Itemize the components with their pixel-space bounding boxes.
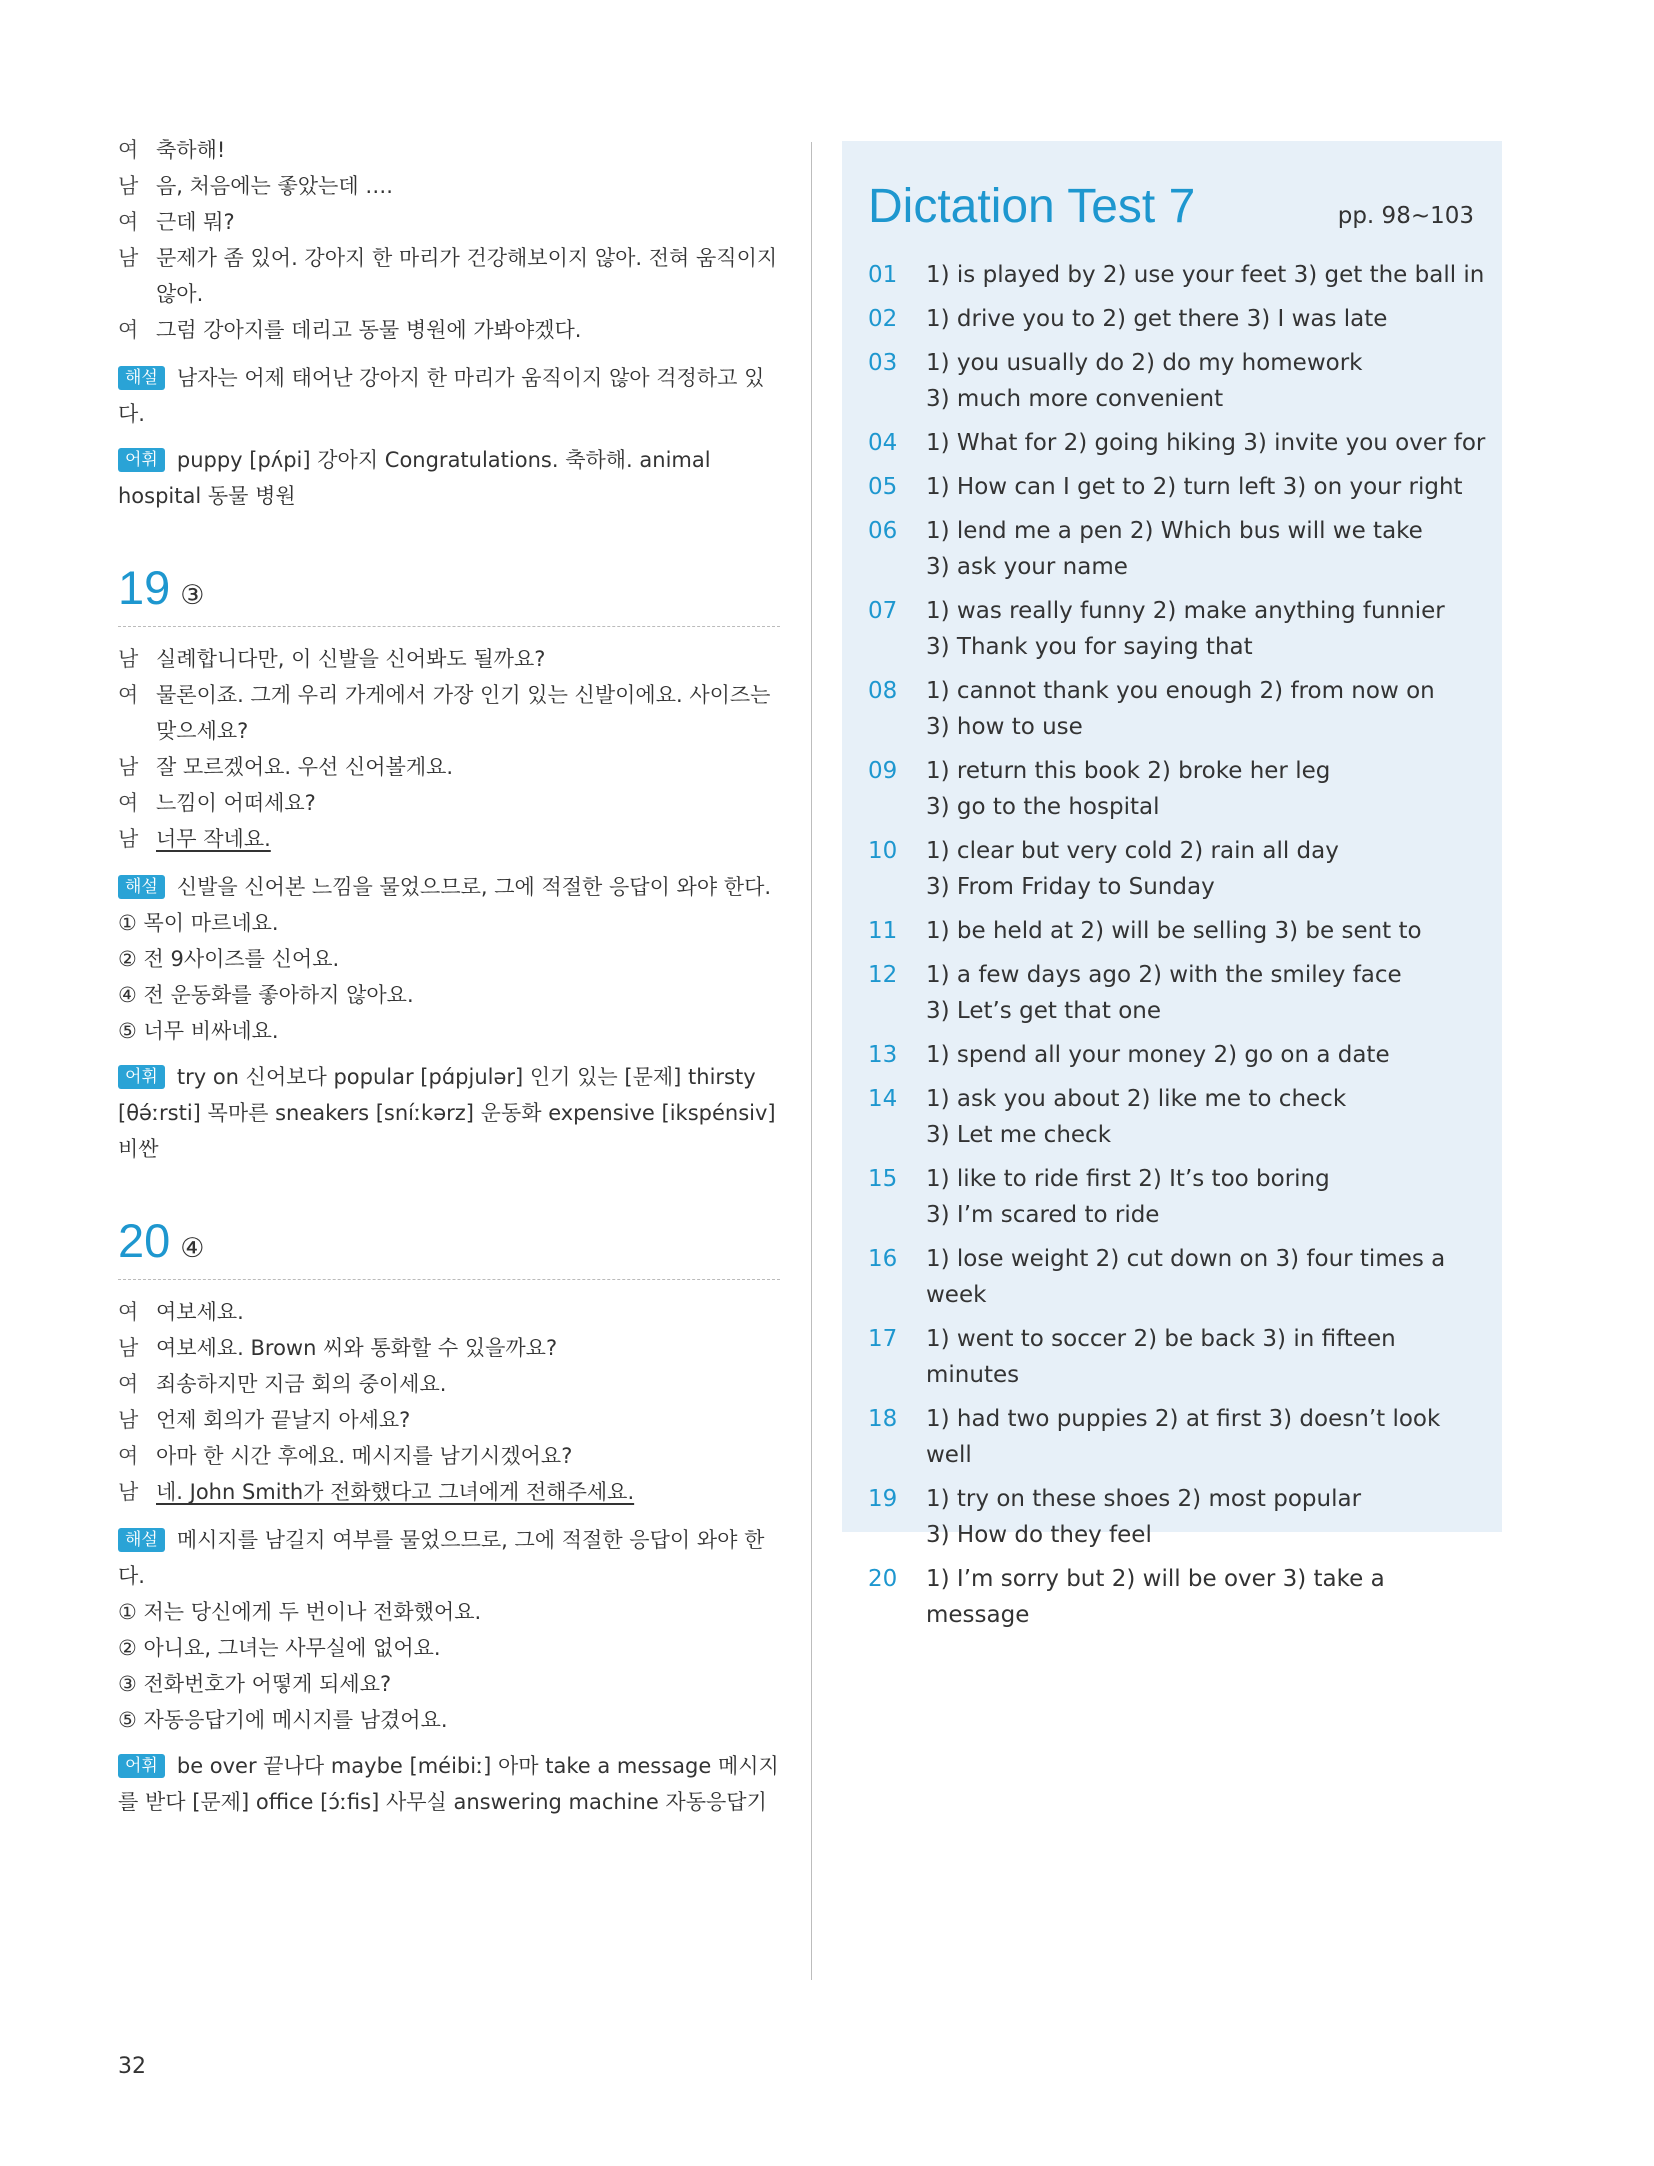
dialogue-line [118, 1438, 780, 1474]
item-answers [926, 913, 1488, 949]
item-number: 19 [868, 1486, 898, 1512]
dialogue-text: 축하해! [156, 138, 226, 162]
item-number: 13 [868, 1042, 898, 1068]
q19-choices [118, 905, 780, 1049]
dialogue-line [118, 1474, 780, 1510]
dialogue-line [118, 641, 780, 677]
dialogue-line [118, 677, 780, 749]
speaker: 여 [118, 683, 139, 707]
choice-item: ④ 전 운동화를 좋아하지 않아요. [118, 983, 414, 1007]
item-answers [926, 1321, 1488, 1393]
vocabulary-tag: 어휘 [118, 448, 165, 472]
answer-mark: ③ [180, 580, 205, 611]
dictation-list [868, 257, 1488, 1641]
dialogue-line [118, 821, 780, 857]
item-answers [926, 1561, 1488, 1633]
question-number: 20 [118, 1214, 171, 1267]
question-number: 19 [118, 561, 171, 614]
answer-line-text: 네. John Smith가 전화했다고 그녀에게 전해주세요. [156, 1480, 635, 1504]
dialogue-text: 언제 회의가 끝날지 아세요? [156, 1408, 411, 1432]
item-answers [926, 673, 1488, 745]
choice-item: ⑤ 자동응답기에 메시지를 남겼어요. [118, 1708, 448, 1732]
dialogue-text: 여보세요. [156, 1300, 244, 1324]
dialogue-text: 잘 모르겠어요. 우선 신어볼게요. [156, 755, 454, 779]
answer-line-text: 너무 작네요. [156, 827, 271, 851]
speaker: 남 [118, 1408, 139, 1432]
item-number: 16 [868, 1246, 898, 1272]
answer-line: 1) What for 2) going hiking 3) invite you over for [926, 430, 1486, 456]
item-number: 15 [868, 1166, 898, 1192]
dictation-item [868, 345, 1488, 417]
dictation-item [868, 753, 1488, 825]
q20-dialogue [118, 1294, 780, 1510]
dictation-test-panel [842, 141, 1502, 1628]
dialogue-text: 느낌이 어떠세요? [156, 791, 316, 815]
item-number: 14 [868, 1086, 898, 1112]
choice-item: ① 목이 마르네요. [118, 911, 279, 935]
item-answers [926, 513, 1488, 585]
speaker: 여 [118, 318, 139, 342]
dialogue-line [118, 785, 780, 821]
answer-line: 3) Let’s get that one [926, 998, 1161, 1024]
column-divider [811, 142, 812, 1980]
answer-line: 3) Let me check [926, 1122, 1112, 1148]
dialogue-line [118, 132, 780, 168]
item-number: 04 [868, 430, 898, 456]
q18-explanation [118, 360, 780, 432]
answer-line: 1) cannot thank you enough 2) from now on [926, 678, 1435, 704]
item-answers [926, 345, 1488, 417]
explanation-tag: 해설 [118, 1528, 165, 1552]
item-number: 10 [868, 838, 898, 864]
vocabulary-text: try on 신어보다 popular [pɑ́pjulər] 인기 있는 [문제] thirsty [θə́ːrsti] 목마른 sneakers [sníːkərz] 운동화 expensive [ikspénsiv] 비싼 [118, 1065, 776, 1161]
q19-vocabulary [118, 1059, 780, 1167]
speaker: 여 [118, 791, 139, 815]
item-answers [926, 1037, 1488, 1073]
dialogue-line [118, 749, 780, 785]
dialogue-text: 죄송하지만 지금 회의 중이세요. [156, 1372, 447, 1396]
left-column [118, 132, 780, 1820]
answer-line: 1) went to soccer 2) be back 3) in fifteen minutes [926, 1326, 1396, 1388]
answer-line: 1) a few days ago 2) with the smiley face [926, 962, 1402, 988]
answer-line: 1) lend me a pen 2) Which bus will we take [926, 518, 1423, 544]
item-number: 17 [868, 1326, 898, 1352]
speaker: 남 [118, 246, 139, 270]
dialogue-text: 아마 한 시간 후에요. 메시지를 남기시겠어요? [156, 1444, 573, 1468]
dictation-item [868, 957, 1488, 1029]
dictation-item [868, 301, 1488, 337]
dialogue-text: 음, 처음에는 좋았는데 …. [156, 174, 393, 198]
q20-choices [118, 1594, 780, 1738]
dictation-item [868, 1401, 1488, 1473]
dialogue-line [118, 240, 780, 312]
item-answers [926, 1481, 1488, 1553]
speaker: 여 [118, 1444, 139, 1468]
item-answers [926, 957, 1488, 1029]
answer-line: 1) be held at 2) will be selling 3) be sent to [926, 918, 1422, 944]
choice-item: ① 저는 당신에게 두 번이나 전화했어요. [118, 1600, 482, 1624]
answer-line: 1) How can I get to 2) turn left 3) on your right [926, 474, 1463, 500]
q18-dialogue [118, 132, 780, 348]
answer-line: 3) I’m scared to ride [926, 1202, 1160, 1228]
speaker: 남 [118, 755, 139, 779]
q18-vocabulary [118, 442, 780, 514]
answer-line: 1) you usually do 2) do my homework [926, 350, 1363, 376]
dialogue-text: 근데 뭐? [156, 210, 235, 234]
dialogue-line [118, 312, 780, 348]
answer-line: 1) clear but very cold 2) rain all day [926, 838, 1339, 864]
page-reference: pp. 98~103 [1337, 203, 1474, 229]
speaker: 남 [118, 827, 139, 851]
explanation-text: 메시지를 남길지 여부를 물었으므로, 그에 적절한 응답이 와야 한다. [118, 1528, 765, 1588]
dialogue-line [118, 1402, 780, 1438]
item-number: 20 [868, 1566, 898, 1592]
dictation-item [868, 1081, 1488, 1153]
answer-line: 3) how to use [926, 714, 1083, 740]
item-answers [926, 1081, 1488, 1153]
dictation-item [868, 833, 1488, 905]
item-number: 07 [868, 598, 898, 624]
dialogue-text: 실례합니다만, 이 신발을 신어봐도 될까요? [156, 647, 546, 671]
explanation-text: 남자는 어제 태어난 강아지 한 마리가 움직이지 않아 걱정하고 있다. [118, 366, 765, 426]
answer-line: 3) much more convenient [926, 386, 1224, 412]
dictation-item [868, 913, 1488, 949]
item-answers [926, 1401, 1488, 1473]
dictation-item [868, 425, 1488, 461]
dictation-item [868, 593, 1488, 665]
q20-heading [118, 1213, 780, 1280]
dictation-item [868, 1241, 1488, 1313]
dialogue-text: 그럼 강아지를 데리고 동물 병원에 가봐야겠다. [156, 318, 582, 342]
item-number: 12 [868, 962, 898, 988]
answer-line: 1) I’m sorry but 2) will be over 3) take a message [926, 1566, 1385, 1628]
item-number: 03 [868, 350, 898, 376]
explanation-text: 신발을 신어본 느낌을 물었으므로, 그에 적절한 응답이 와야 한다. [176, 875, 772, 899]
answer-line: 1) return this book 2) broke her leg [926, 758, 1331, 784]
speaker: 남 [118, 647, 139, 671]
item-number: 18 [868, 1406, 898, 1432]
dialogue-line [118, 1330, 780, 1366]
dictation-item [868, 1161, 1488, 1233]
answer-line: 1) had two puppies 2) at first 3) doesn’t look well [926, 1406, 1441, 1468]
item-number: 02 [868, 306, 898, 332]
answer-line: 1) try on these shoes 2) most popular [926, 1486, 1362, 1512]
item-number: 05 [868, 474, 898, 500]
item-answers [926, 833, 1488, 905]
answer-line: 1) like to ride first 2) It’s too boring [926, 1166, 1330, 1192]
choice-item: ⑤ 너무 비싸네요. [118, 1019, 279, 1043]
speaker: 여 [118, 138, 139, 162]
explanation-tag: 해설 [118, 875, 165, 899]
explanation-tag: 해설 [118, 366, 165, 390]
dialogue-text: 문제가 좀 있어. 강아지 한 마리가 건강해보이지 않아. 전혀 움직이지 않아. [156, 246, 778, 306]
q20-vocabulary [118, 1748, 780, 1820]
vocabulary-text: be over 끝나다 maybe [méibiː] 아마 take a message 메시지를 받다 [문제] office [ɔ́ːfis] 사무실 answering machine 자동응답기 [118, 1754, 779, 1814]
item-answers [926, 593, 1488, 665]
answer-line: 1) ask you about 2) like me to check [926, 1086, 1347, 1112]
dictation-title: Dictation Test 7 [868, 180, 1196, 233]
item-answers [926, 753, 1488, 825]
speaker: 남 [118, 1480, 139, 1504]
item-number: 08 [868, 678, 898, 704]
dialogue-line [118, 1366, 780, 1402]
dialogue-text: 여보세요. Brown 씨와 통화할 수 있을까요? [156, 1336, 558, 1360]
answer-line: 3) How do they feel [926, 1522, 1152, 1548]
item-number: 06 [868, 518, 898, 544]
answer-line: 1) drive you to 2) get there 3) I was late [926, 306, 1388, 332]
speaker: 여 [118, 210, 139, 234]
item-answers [926, 425, 1488, 461]
answer-mark: ④ [180, 1233, 205, 1264]
answer-line: 3) ask your name [926, 554, 1128, 580]
dialogue-line [118, 204, 780, 240]
vocabulary-tag: 어휘 [118, 1754, 165, 1778]
answer-line: 1) is played by 2) use your feet 3) get the ball in [926, 262, 1485, 288]
choice-item: ③ 전화번호가 어떻게 되세요? [118, 1672, 392, 1696]
dictation-item [868, 1481, 1488, 1553]
q19-dialogue [118, 641, 780, 857]
dictation-item [868, 469, 1488, 505]
speaker: 남 [118, 1336, 139, 1360]
choice-item: ② 전 9사이즈를 신어요. [118, 947, 340, 971]
dictation-item [868, 1037, 1488, 1073]
dictation-item [868, 257, 1488, 293]
dialogue-line [118, 1294, 780, 1330]
dictation-item [868, 1561, 1488, 1633]
q19-heading [118, 560, 780, 627]
page-number: 32 [118, 2054, 146, 2079]
item-answers [926, 257, 1488, 293]
item-number: 01 [868, 262, 898, 288]
answer-line: 1) lose weight 2) cut down on 3) four times a week [926, 1246, 1446, 1308]
answer-line: 3) go to the hospital [926, 794, 1160, 820]
q19-explanation [118, 869, 780, 905]
vocabulary-text: puppy [pʌ́pi] 강아지 Congratulations. 축하해. animal hospital 동물 병원 [118, 448, 711, 508]
item-answers [926, 469, 1488, 505]
item-answers [926, 1161, 1488, 1233]
item-number: 11 [868, 918, 898, 944]
choice-item: ② 아니요, 그녀는 사무실에 없어요. [118, 1636, 441, 1660]
dictation-item [868, 673, 1488, 745]
item-answers [926, 1241, 1488, 1313]
answer-line: 3) Thank you for saying that [926, 634, 1253, 660]
answer-line: 1) was really funny 2) make anything funnier [926, 598, 1445, 624]
speaker: 여 [118, 1300, 139, 1324]
speaker: 남 [118, 174, 139, 198]
speaker: 여 [118, 1372, 139, 1396]
item-number: 09 [868, 758, 898, 784]
dialogue-text: 물론이죠. 그게 우리 가게에서 가장 인기 있는 신발이에요. 사이즈는 맞으세요? [156, 683, 771, 743]
vocabulary-tag: 어휘 [118, 1065, 165, 1089]
dialogue-line [118, 168, 780, 204]
dictation-item [868, 1321, 1488, 1393]
item-answers [926, 301, 1488, 337]
answer-line: 3) From Friday to Sunday [926, 874, 1215, 900]
answer-line: 1) spend all your money 2) go on a date [926, 1042, 1390, 1068]
dictation-item [868, 513, 1488, 585]
q20-explanation [118, 1522, 780, 1594]
